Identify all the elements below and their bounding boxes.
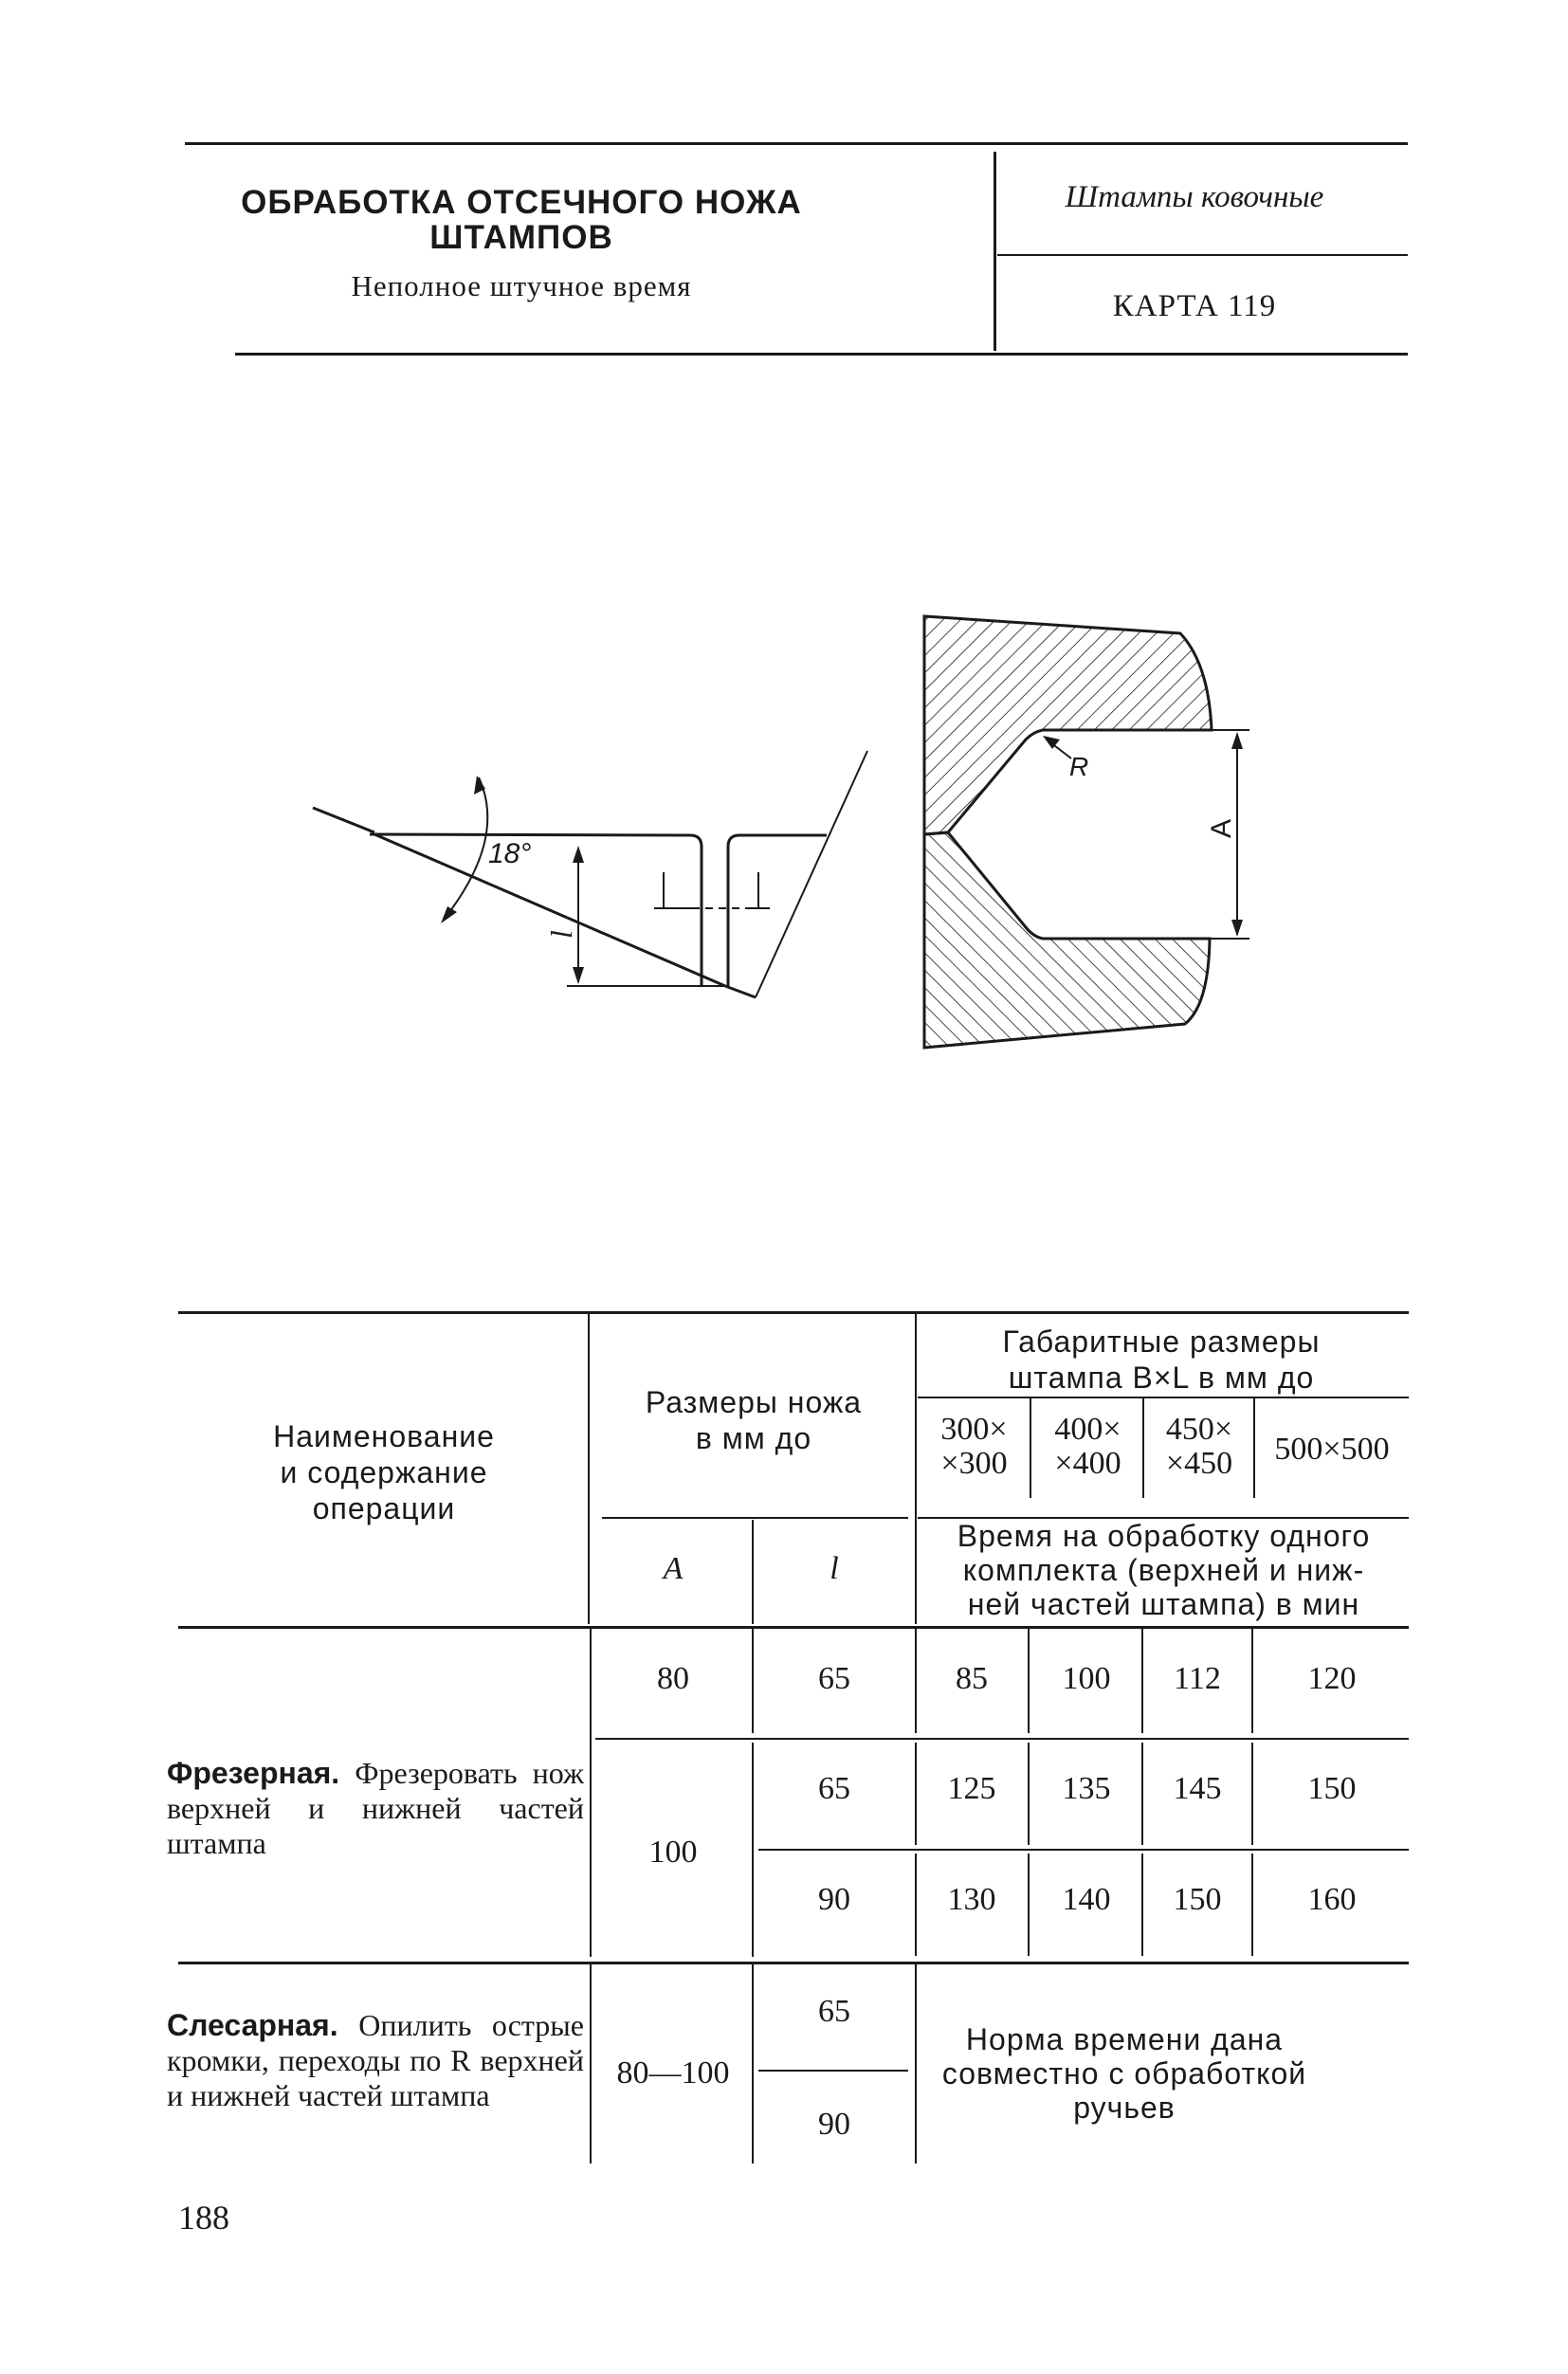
knife-tail (725, 986, 756, 997)
rule-row2 (758, 1849, 1409, 1851)
page-subtitle: Неполное штучное время (351, 269, 692, 302)
row1-A: 80 (657, 1661, 689, 1696)
size-300: 300× ×300 (940, 1412, 1008, 1481)
op-fitting: Слесарная. Опилить острые кромки, переходы по R верхней и нижней частей штампа (167, 2008, 584, 2112)
row1-t450: 112 (1174, 1661, 1221, 1696)
table-top-rule (178, 1311, 1409, 1314)
row3-t450: 150 (1173, 1882, 1222, 1917)
col-l-header: l (830, 1551, 839, 1586)
row3-t400: 140 (1062, 1882, 1111, 1917)
series-label: Штампы ковочные (1065, 180, 1324, 214)
card-number: КАРТА 119 (1112, 289, 1277, 323)
header-divider (994, 152, 996, 351)
size-450: 450× ×450 (1165, 1412, 1233, 1481)
page-title-line1: ОБРАБОТКА ОТСЕЧНОГО НОЖА (241, 184, 802, 221)
header-bottom-rule (235, 353, 1408, 356)
col-operation-header: Наименование и содержание операции (273, 1419, 495, 1525)
size-400: 400× ×400 (1054, 1412, 1121, 1481)
row1-t300: 85 (956, 1661, 988, 1696)
row2-t450: 145 (1173, 1771, 1222, 1806)
knife-profile-view (313, 751, 867, 997)
l-label: l (544, 930, 578, 939)
row3-l: 90 (818, 1882, 850, 1917)
angle-label: 18° (488, 838, 532, 869)
rule-fitting (758, 2070, 908, 2072)
section-rule (178, 1962, 1409, 1964)
rule-knife (602, 1517, 908, 1519)
a-label: A (1206, 818, 1237, 838)
page-title-line2: ШТАМПОВ (429, 219, 613, 256)
page-number: 188 (178, 2199, 229, 2237)
rule-dims (918, 1397, 1409, 1398)
fitting-note: Норма времени дана совместно с обработкой ручьев (941, 2022, 1307, 2125)
col-knife-header: Размеры ножа в мм до (645, 1385, 863, 1455)
row2-A: 100 (648, 1835, 698, 1870)
vrule-s2 (1142, 1398, 1144, 1498)
row1-t400: 100 (1062, 1661, 1111, 1696)
die-section-view (924, 616, 1249, 1048)
op-milling: Фрезерная. Фрезеровать нож верхней и нижней частей штампа (167, 1756, 584, 1860)
fitting-A: 80—100 (616, 2055, 730, 2091)
row1-t500: 120 (1307, 1661, 1357, 1696)
size-500: 500×500 (1274, 1432, 1390, 1467)
fitting-l-65: 65 (818, 1994, 850, 2029)
vrule-s1 (1030, 1398, 1031, 1498)
lower-die-section (924, 832, 1210, 1048)
vrule-al-head (752, 1520, 754, 1624)
row2-l: 65 (818, 1771, 850, 1806)
section-line (756, 751, 867, 997)
row2-t300: 125 (947, 1771, 996, 1806)
vrule-time-head (915, 1313, 917, 1624)
knife-slope (374, 834, 725, 986)
col-dims-header: Габаритные размеры штампа B×L в мм до (1002, 1324, 1321, 1395)
vrule-op-head (588, 1313, 590, 1624)
upper-die-section (924, 616, 1212, 834)
vrule-op-body (590, 1629, 592, 1957)
knife-diagram (0, 569, 1568, 1100)
row3-t300: 130 (947, 1882, 996, 1917)
knife-right-top (728, 835, 827, 986)
header-top-rule (185, 142, 1408, 145)
knife-top-edge (370, 834, 702, 986)
r-label: R (1069, 752, 1089, 781)
row2-t400: 135 (1062, 1771, 1111, 1806)
header-right-rule (997, 254, 1408, 256)
vrule-s3 (1253, 1398, 1255, 1498)
col-A-header: A (663, 1551, 684, 1586)
fitting-l-90: 90 (818, 2107, 850, 2142)
angle-arc (444, 777, 487, 920)
row3-t500: 160 (1307, 1882, 1357, 1917)
row1-l: 65 (818, 1661, 850, 1696)
time-header: Время на обработку одного комплекта (верхней и ниж- ней частей штампа) в мин (957, 1519, 1371, 1621)
table-head-bottom-rule (178, 1626, 1409, 1629)
row2-t500: 150 (1307, 1771, 1357, 1806)
knife-edge-extension (313, 808, 374, 832)
rule-row1 (595, 1738, 1409, 1740)
